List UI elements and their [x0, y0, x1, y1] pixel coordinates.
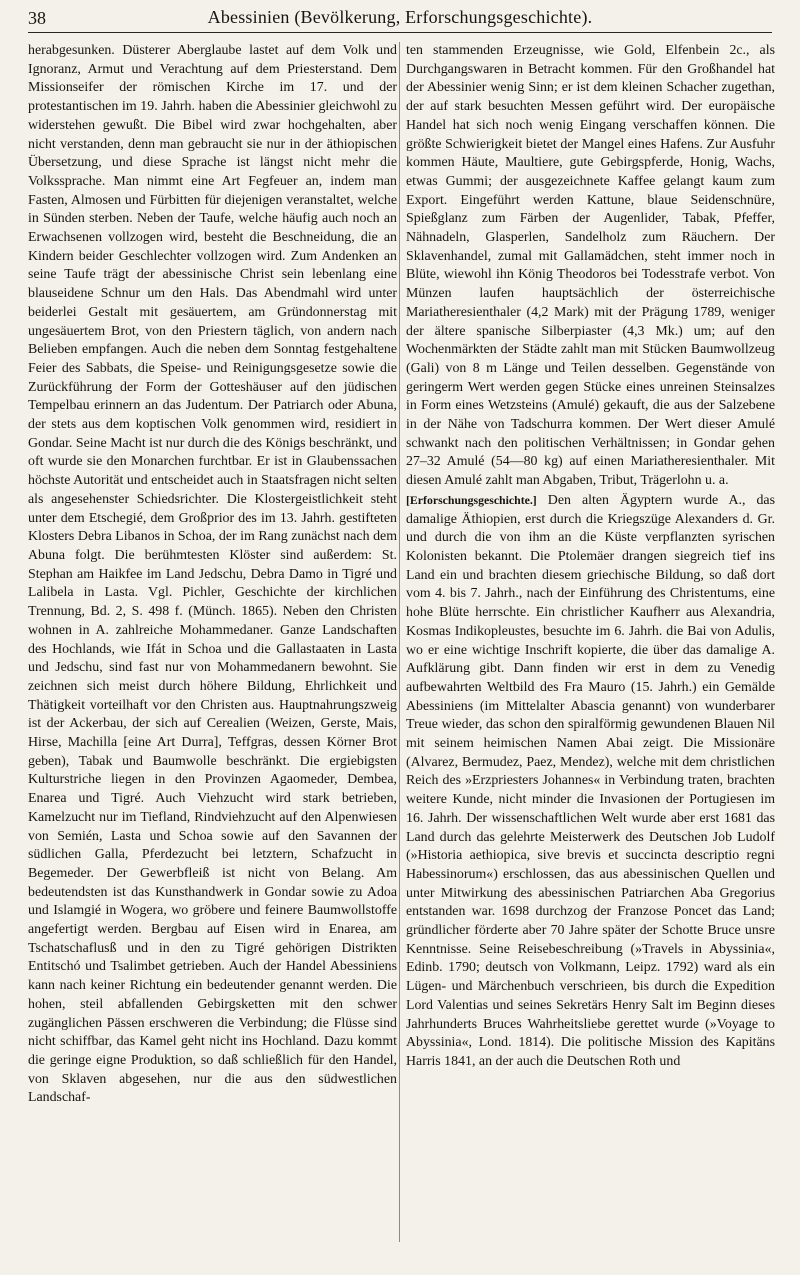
left-column	[28, 42, 397, 1108]
right-paragraph-trade: ten stammenden Erzeugnisse, wie Gold, Elfenbein 2c., als Durchgangswaren in Betracht kommen. Für den Großhandel hat der Abessinier wenig Sinn; er ist dem kleinen Schacher zugethan, der auf stark besuchten Messen geführt wird. Der europäische Handel hat sich noch wenig Eingang verschaffen können. Die größte Schwierigkeit bietet der Mangel eines Hafens. Zur Ausfuhr kommen Häute, Maultiere, gute Gebirgspferde, Honig, Wachs, etwas Gummi; der ausgezeichnete Kaffee gelangt kaum zum Export. Eingeführt werden Kattune, blaue Seidenschnüre, Spießglanz zum Färben der Augenlider, Tabak, Pfeffer, Nähnadeln, Glasperlen, Sandelholz zum Räuchern. Der Sklavenhandel, zumal mit Gallamädchen, steht immer noch in Blüte, wiewohl ihn König Theodoros bei Todesstrafe verbot. Von Münzen laufen hauptsächlich der österreichische Mariatheresienthaler (4,2 Mark) mit der Prägung 1789, weniger der ältere spanische Silberpiaster (4,3 Mk.) um; auf den Wochenmärkten der Städte zahlt man mit Stücken Baumwollzeug (Gali) von 8 m Länge und Teilen desselben. Gegenstände von geringerm Wert werden gegen Stücke eines unreinen Steinsalzes in Form eines Wetzsteins (Amulé) gekauft, die aus der Salzebene in der Nähe von Tadschurra kommen. Der Wert dieser Amulé schwankt nach den politischen Verhältnissen; in Gondar gehen 27–32 Amulé (54—80 kg) auf einen Mariatheresienthaler. Mit diesen Amulé zahlt man Abgaben, Tribut, Trägerlohn u. a.	[406, 43, 775, 489]
running-title: Abessinien (Bevölkerung, Erforschungsgeschichte).	[207, 7, 593, 27]
right-column	[406, 42, 775, 1072]
page-number: 38	[28, 8, 46, 28]
column-divider	[399, 42, 400, 1242]
right-paragraph-history	[406, 491, 775, 1072]
history-text: Den alten Ägyptern wurde A., das damalige Äthiopien, erst durch die Kriegszüge Alexanders d. Gr. und durch die von ihm an die Küste verpflanzten syrischen Kolonisten bekannt. Die Ptolemäer drangen siegreich tief ins Land ein und brachten diesem griechische Bildung, so daß dort vom 4. bis 7. Jahrh., nach der Einführung des Christentums, eine hohe Blüte herrschte. Ein christlicher Kaufherr aus Alexandria, Kosmas Indikopleustes, besuchte im 6. Jahrh. die Bai von Adulis, wo er eine wichtige Inschrift kopierte, die über das damalige A. Aufklärung gibt. Dann finden wir erst in dem zu Venedig aufbewahrten Weltbild des Fra Mauro (15. Jahrh.) ein Gemälde Abessiniens (im Mittelalter Abascia genannt) von wunderbarer Treue wieder, das schon den spiralförmig gewundenen Blauen Nil mit seinem heimischen Namen Abai zeigt. Die Missionäre (Alvarez, Bermudez, Paez, Mendez), welche mit dem christlichen Reich des »Erzpriesters Johannes« in Verbindung traten, brachten weitere Kunde, nicht minder die Invasionen der Portugiesen im 16. Jahrh. Der wissenschaftlichen Welt wurde aber erst 1681 das Land durch das gelehrte Meisterwerk des Deutschen Job Ludolf (»Historia aethiopica, sive brevis et succincta descriptio regni Habessinorum«) erschlossen, das aus abessinischen Quellen und unter Mitwirkung des abessinischen Patriarchen Aba Gregorius entstanden war. 1698 durchzog der Franzose Poncet das Land; gründlicher förderte aber 70 Jahre später der Schotte Bruce unsre Kenntnisse. Seine Reisebeschreibung (»Travels in Abyssinia«, Edinb. 1790; deutsch von Volkmann, Leipz. 1792) ward als ein Lügen- und Märchenbuch verschrieen, bis durch die Expedition Lord Valentias und seines Sekretärs Henry Salt im Beginn dieses Jahrhunderts Bruces Wahrheitsliebe gerettet wurde (»Voyage to Abyssinia«, Lond. 1814). Die politische Mission des Kapitäns Harris 1841, an der auch die Deutschen Roth und	[406, 492, 775, 1069]
left-column-text: herabgesunken. Düsterer Aberglaube lastet auf dem Volk und Ignoranz, Armut und Verachtung auf dem Priesterstand. Dem Missionseifer der römischen Kirche im 17. und der protestantischen im 19. Jahrh. haben die Abessinier gleichwohl zu widerstehen gewußt. Die Bibel wird zwar hochgehalten, aber nicht verstanden, denn man gebraucht sie nur in der äthiopischen Übersetzung, und diese Sprache ist längst nicht mehr die Volkssprache. Man nimmt eine Art Fegfeuer an, indem man Fasten, Almosen und Fürbitten für diejenigen veranstaltet, welche in Sünden sterben. Neben der Taufe, welche häufig auch noch an Erwachsenen vollzogen wird, besteht die Beschneidung, die an Kindern beider Geschlechter vollzogen wird. Zum Andenken an seine Taufe trägt der abessinische Christ sein lebenlang eine blauseidene Schnur um den Hals. Das Abendmahl wird unter beiderlei Gestalt mit gesäuertem, am Gründonnerstag mit ungesäuertem Brot, von den Priestern täglich, von andern nach Belieben empfangen. Auch die neben dem Sonntag festgehaltene Feier des Sabbats, die Speise- und Reinigungsgesetze sowie die Zurückführung der Form der Gotteshäuser auf den jüdischen Tempelbau erinnern an das Judentum. Der Patriarch oder Abuna, der stets aus dem koptischen Volk genommen wird, residiert in Gondar. Seine Macht ist nur durch die des Königs beschränkt, und oft wurde sie den Monarchen furchtbar. Er ist in Glaubenssachen höchste Autorität und entscheidet auch in Staatsfragen nicht selten als angesehenster Schiedsrichter. Die Klostergeistlichkeit steht unter dem Etschegié, dem Großprior des im 13. Jahrh. gestifteten Klosters Debra Libanos in Schoa, der im Rang zunächst nach dem Abuna folgt. Die berühmtesten Klöster sind außerdem: St. Stephan am Haikfee im Land Jedschu, Debra Damo in Tigré und Lalibela in Lasta. Vgl. Pichler, Geschichte der kirchlichen Trennung, Bd. 2, S. 498 f. (Münch. 1865). Neben den Christen wohnen in A. zahlreiche Mohammedaner. Ganze Landschaften des Hochlands, wie Ifát in Schoa und die Gallastaaten in Lasta und Jedschu, sind fast nur von Mohammedanern bewohnt. Sie zeichnen sich meist durch höhere Bildung, Ehrlichkeit und Thätigkeit vorteilhaft vor den Christen aus. Hauptnahrungszweig ist der Ackerbau, der sich auf Cerealien (Weizen, Gerste, Mais, Hirse, Machilla [eine Art Durra], Teffgras, dessen Körner Brot geben), Tabak und Baumwolle beschränkt. Die ergiebigsten Kulturstriche liegen in den Provinzen Agaomeder, Dembea, Enarea und Tigré. Auch Viehzucht wird stark betrieben, Kamelzucht nur im Tiefland, Rindviehzucht auf den Alpenwiesen von Semién, Lasta und Schoa sowie auf den Savannen der südlichen Galla, Pferdezucht bei letztern, Schafzucht in Begemeder. Der Gewerbfleiß ist nicht von Belang. Am bedeutendsten ist das Kunsthandwerk in Gondar sowie zu Adoa und Islamgié in Wogera, wo gröbere und feinere Baumwollstoffe angefertigt werden. Bergbau auf Eisen wird in Enarea, am Tschatschaflusß und in den zu Tigré gehörigen Distrikten Entitschó und Tsalimbet getrieben. Auch der Handel Abessiniens kann nach keiner Richtung ein bedeutender genannt werden. Die hohen, steil abfallenden Gebirgsketten mit den schwer zugänglichen Pässen erschweren die Verbindung; die Flüsse sind nicht schiffbar, das Kamel geht nicht ins Hochland. Dazu kommt die geringe eigne Produktion, so daß schließlich für den Handel, von Sklaven abgesehen, nur die aus den südwestlichen Landschaf-	[28, 43, 397, 1106]
page-header	[28, 6, 772, 33]
section-label: [Erforschungsgeschichte.]	[406, 492, 537, 507]
